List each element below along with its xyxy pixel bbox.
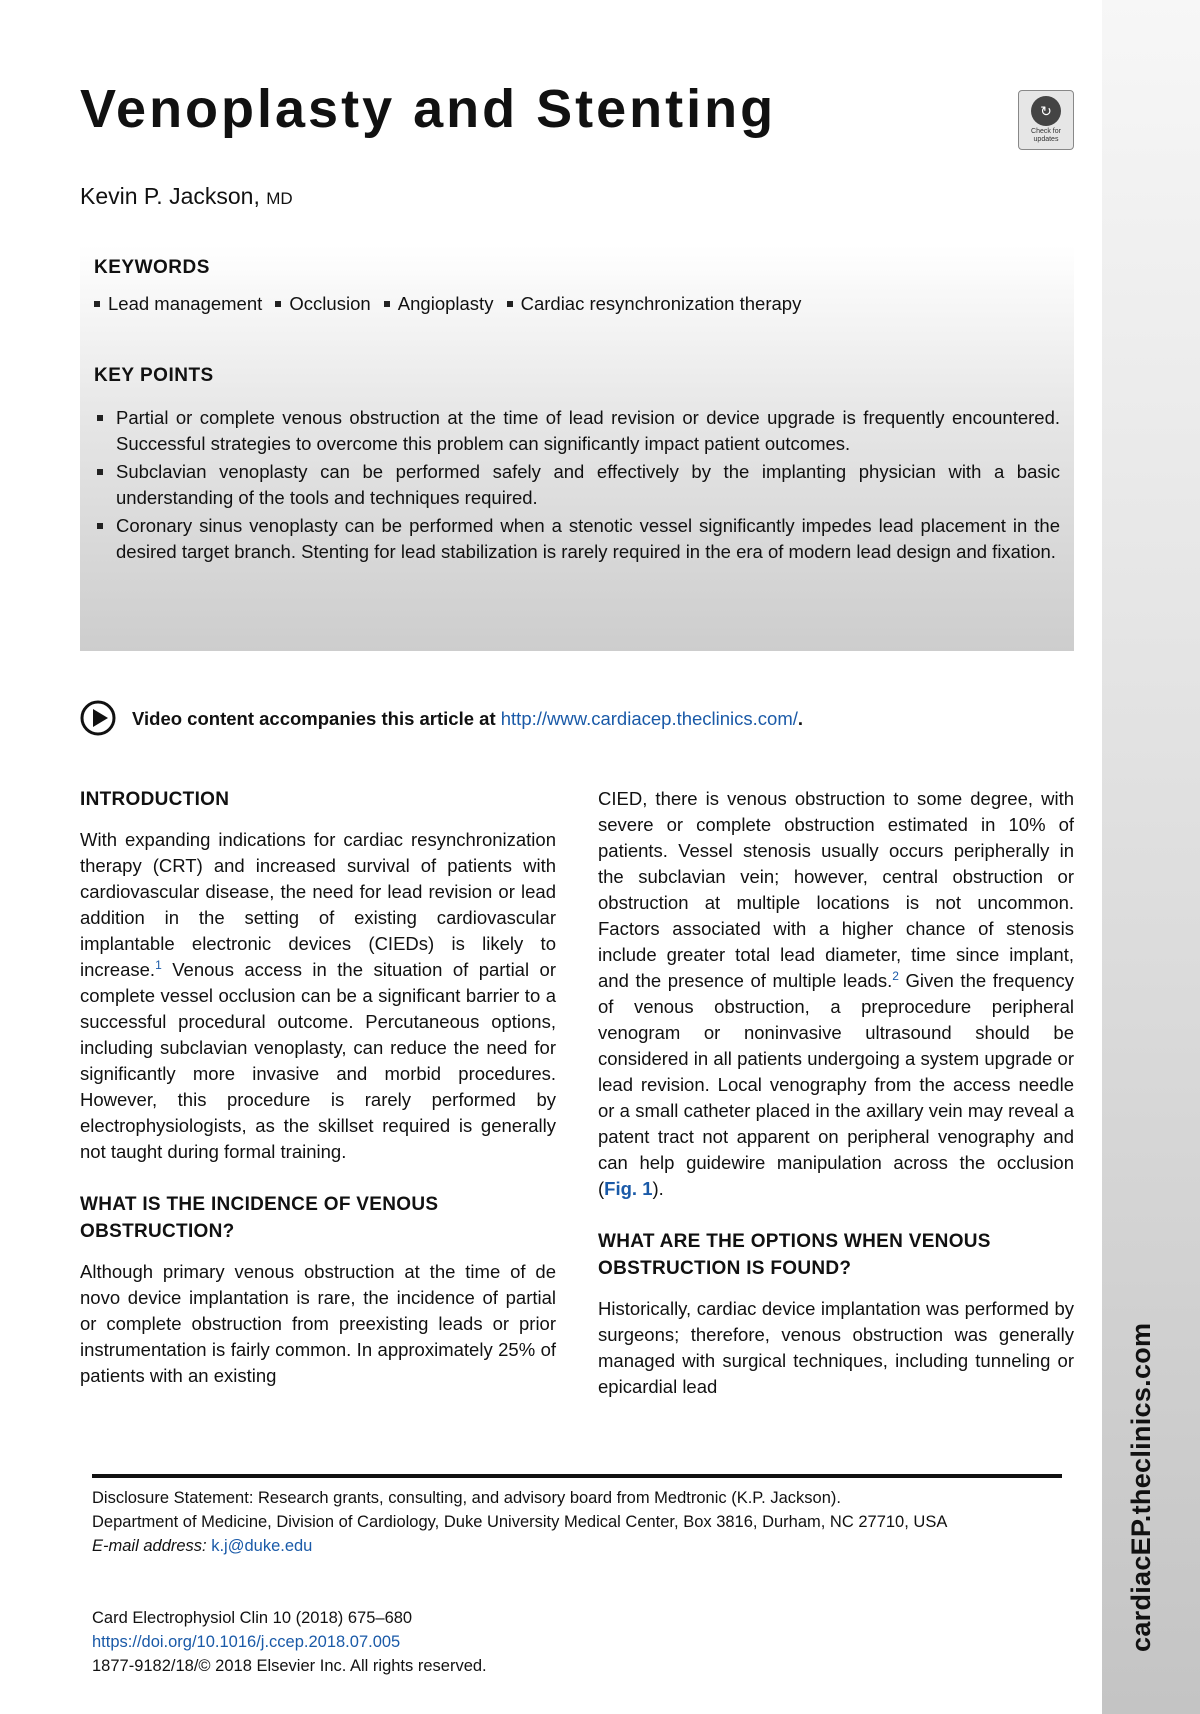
right-text-b: Given the frequency of venous obstruction, a preprocedure peripheral venogram or noninvasive ultrasound should be considered in all patients undergoing a system upgrade or lead revision. Local venography from the access needle or a small catheter placed in the axillary vein may reveal a patent tract not apparent on peripheral venography and can help guidewire manipulation across the occlusion (: [598, 970, 1074, 1199]
intro-text-b: Venous access in the situation of partial or complete vessel occlusion can be a significant barrier to a successful procedural outcome. Percutaneous options, including subclavian venoplasty, can reduce the need for significantly more invasive and morbid procedures. However, this procedure is rarely performed by electrophysiologists, as the skillset required is generally not taught during formal training.: [80, 959, 556, 1162]
journal-url-vertical[interactable]: cardiacEP.theclinics.com: [1126, 1322, 1156, 1652]
video-note-text: Video content accompanies this article at: [132, 708, 501, 729]
introduction-paragraph: [80, 827, 556, 1165]
copyright: 1877-9182/18/© 2018 Elsevier Inc. All rights reserved.: [92, 1657, 487, 1675]
badge-label: Check for updates: [1031, 128, 1061, 143]
keyword: Cardiac resynchronization therapy: [520, 293, 802, 314]
email-link[interactable]: k.j@duke.edu: [211, 1537, 313, 1555]
intro-text-a: With expanding indications for cardiac resynchronization therapy (CRT) and increased survival of patients with cardiovascular disease, the need for lead revision or lead addition in the setting of existing cardiovascular implantable electronic devices (CIEDs) is likely to increase.: [80, 829, 556, 980]
affiliation: Department of Medicine, Division of Cardiology, Duke University Medical Center, Box 3816, Durham, NC 27710, USA: [92, 1513, 948, 1531]
incidence-heading: WHAT IS THE INCIDENCE OF VENOUS OBSTRUCTION?: [80, 1194, 439, 1242]
author-degree: MD: [266, 189, 293, 208]
keywords-keypoints-box: [80, 245, 1074, 651]
article-title: Venoplasty and Stenting: [80, 79, 777, 139]
bullet-icon: [384, 301, 390, 307]
options-paragraph: Historically, cardiac device implantation was performed by surgeons; therefore, venous obstruction was generally managed with surgical techniques, including tunneling or epicardial lead: [598, 1298, 1074, 1397]
key-point: Coronary sinus venoplasty can be performed when a stenotic vessel significantly impedes lead placement in the desired target branch. Stenting for lead stabilization is rarely required in the era of modern lead design and fixation.: [94, 513, 1060, 565]
author-name: Kevin P. Jackson,: [80, 183, 260, 209]
video-note: [132, 708, 803, 730]
right-column: [598, 786, 1074, 1400]
bullet-icon: [507, 301, 513, 307]
keyword: Angioplasty: [397, 293, 494, 314]
incidence-paragraph-continued: [598, 786, 1074, 1202]
key-points-heading: KEY POINTS: [94, 365, 214, 386]
footer-notes: [92, 1486, 1062, 1558]
email-label: E-mail address:: [92, 1537, 207, 1555]
left-column: [80, 786, 556, 1389]
keywords-heading: KEYWORDS: [94, 257, 210, 278]
key-point: Partial or complete venous obstruction at the time of lead revision or device upgrade is frequently encountered. Successful strategies to overcome this problem can significantly impact patient outcomes.: [94, 405, 1060, 457]
keywords-list: [94, 293, 801, 315]
citation: Card Electrophysiol Clin 10 (2018) 675–680: [92, 1609, 413, 1627]
bullet-icon: [94, 301, 100, 307]
figure-link[interactable]: Fig. 1: [604, 1178, 653, 1199]
keyword: Occlusion: [289, 293, 371, 314]
video-link[interactable]: http://www.cardiacep.theclinics.com/: [500, 708, 798, 729]
options-heading: WHAT ARE THE OPTIONS WHEN VENOUS OBSTRUCTION IS FOUND?: [598, 1231, 991, 1279]
incidence-paragraph: Although primary venous obstruction at the time of de novo device implantation is rare, the incidence of partial or complete obstruction from preexisting leads or prior instrumentation is fairly common. In approximately 25% of patients with an existing: [80, 1261, 556, 1386]
doi-link[interactable]: https://doi.org/10.1016/j.ccep.2018.07.005: [92, 1633, 401, 1651]
bullet-icon: [275, 301, 281, 307]
video-play-icon[interactable]: [80, 700, 116, 736]
right-text-c: ).: [652, 1178, 664, 1199]
author-line: [80, 183, 293, 210]
key-point: Subclavian venoplasty can be performed safely and effectively by the implanting physician with a basic understanding of the tools and techniques required.: [94, 459, 1060, 511]
reference-link[interactable]: 1: [155, 957, 162, 972]
video-note-end: .: [797, 708, 804, 729]
reference-link[interactable]: 2: [892, 968, 899, 983]
citation-block: [92, 1606, 1062, 1678]
keyword: Lead management: [108, 293, 263, 314]
update-icon: ↻: [1031, 96, 1061, 126]
email-line: [92, 1534, 1062, 1558]
key-points-list: [94, 405, 1060, 567]
right-text-a: CIED, there is venous obstruction to some degree, with severe or complete obstruction estimated in 10% of patients. Vessel stenosis usually occurs peripherally in the subclavian vein; however, central obstruction or obstruction at multiple locations is not uncommon. Factors associated with a higher chance of stenosis include greater total lead diameter, time since implant, and the presence of multiple leads.: [598, 788, 1074, 991]
check-for-updates-badge[interactable]: [1018, 90, 1074, 150]
introduction-heading: INTRODUCTION: [80, 789, 230, 810]
footer-rule: [92, 1474, 1062, 1478]
disclosure-statement: Disclosure Statement: Research grants, consulting, and advisory board from Medtronic (K.P. Jackson).: [92, 1489, 841, 1507]
